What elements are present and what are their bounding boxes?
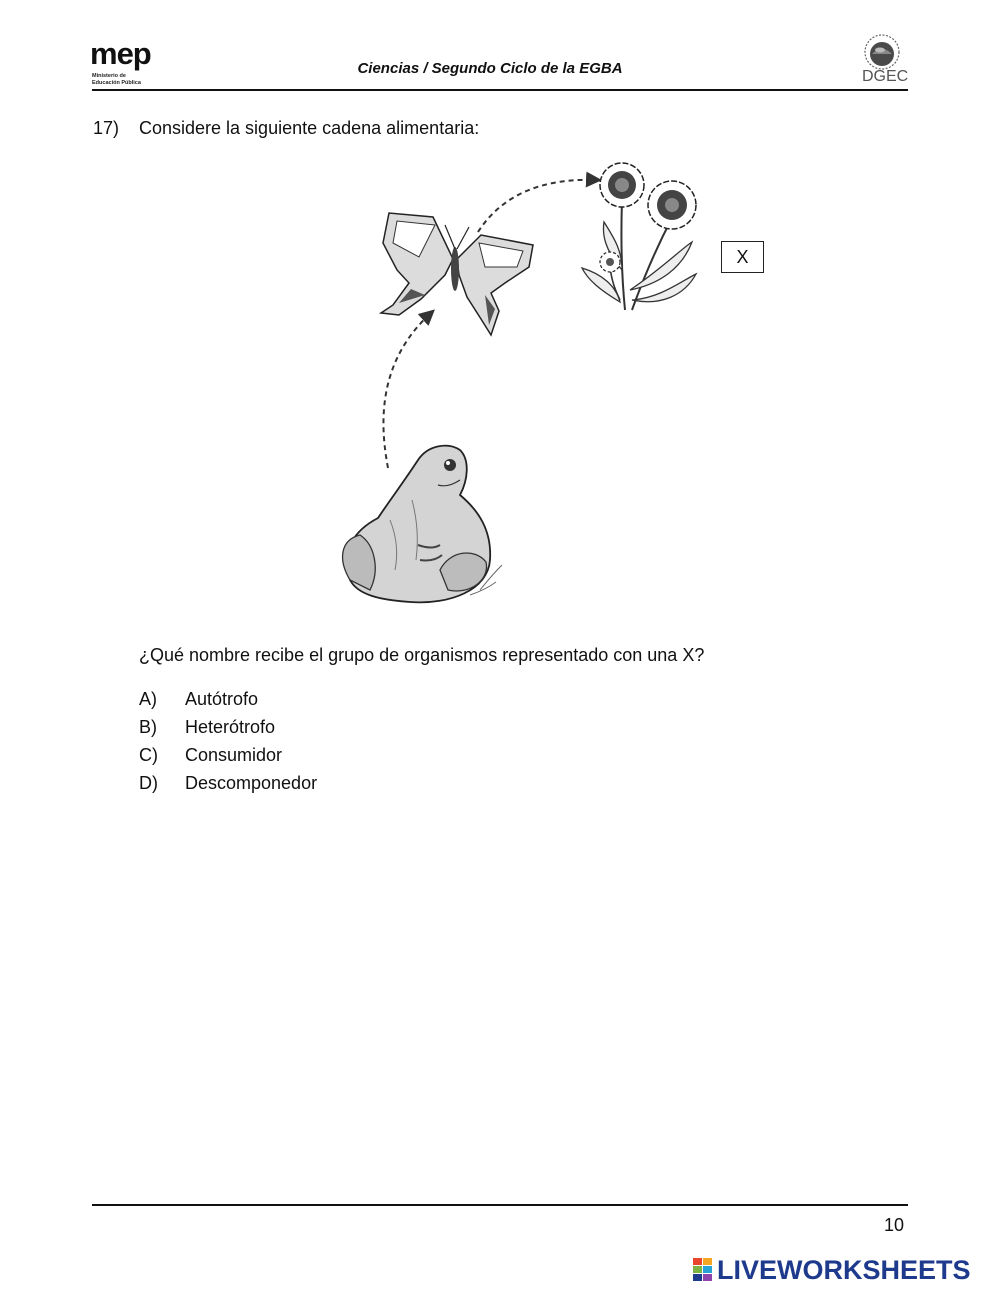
option-letter: A) <box>139 689 157 709</box>
option-text: Autótrofo <box>185 689 259 709</box>
header-divider <box>92 89 908 91</box>
arrow-butterfly-to-flower <box>478 180 598 232</box>
option-letter: B) <box>139 717 157 737</box>
header-title: Ciencias / Segundo Ciclo de la EGBA <box>357 60 623 77</box>
question-prompt: Considere la siguiente cadena alimentaria: <box>139 118 480 138</box>
mep-logo-subtitle-1: Ministerio de <box>92 73 126 79</box>
option-text: Descomponedor <box>185 773 318 793</box>
dgec-logo-text: DGEC <box>862 68 909 85</box>
butterfly-icon <box>381 213 533 335</box>
option-letter: C) <box>139 745 158 765</box>
option-text: Heterótrofo <box>185 717 276 737</box>
footer-divider <box>92 1204 908 1206</box>
liveworksheets-logo-icon <box>693 1258 713 1282</box>
arrow-frog-to-butterfly <box>383 312 432 468</box>
option-text: Consumidor <box>185 745 283 765</box>
flower-icon <box>582 163 696 310</box>
question-number: 17) <box>93 118 120 138</box>
option-letter: D) <box>139 773 158 793</box>
question-text: ¿Qué nombre recibe el grupo de organismos representado con una X? <box>139 645 705 665</box>
dgec-logo <box>850 30 910 88</box>
liveworksheets-brand[interactable] <box>693 1254 971 1286</box>
mep-logo-subtitle-2: Educación Pública <box>92 80 141 86</box>
x-label-box: X <box>721 241 764 273</box>
page-number: 10 <box>884 1215 905 1235</box>
food-chain-figure <box>320 150 800 620</box>
frog-icon <box>343 446 502 603</box>
mep-logo-word: mep <box>90 36 151 71</box>
liveworksheets-wordmark: LIVEWORKSHEETS <box>717 1254 971 1285</box>
